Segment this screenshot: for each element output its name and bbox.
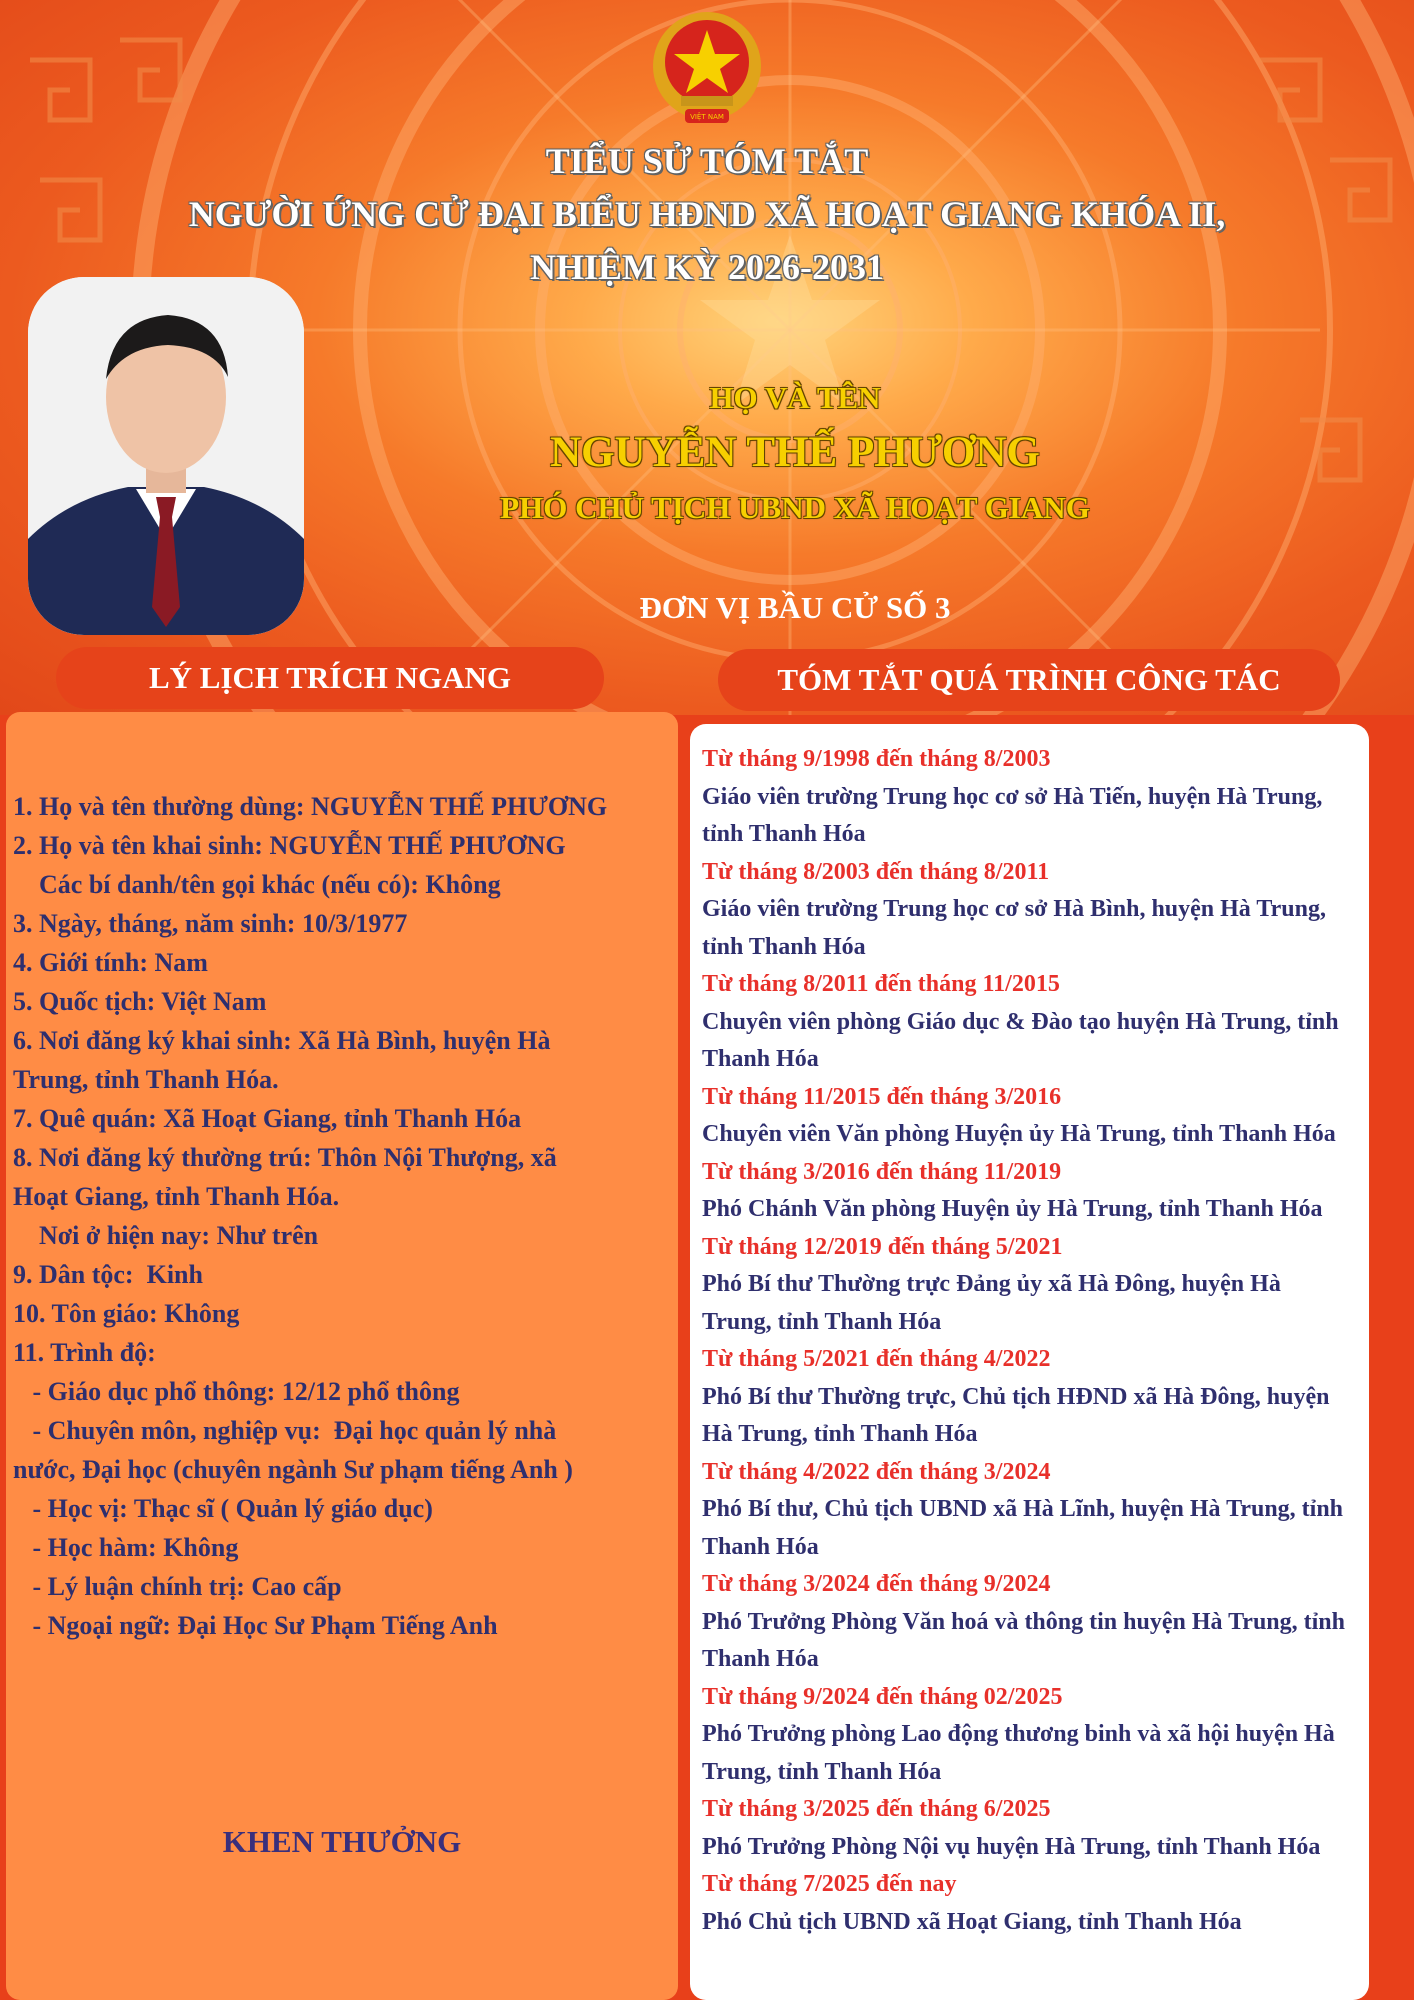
career-position: Phó Trưởng phòng Lao động thương binh và xã hội huyện Hà <box>702 1721 1335 1747</box>
biography-line: 5. Quốc tịch: Việt Nam <box>13 987 267 1016</box>
biography-list <box>13 787 677 1645</box>
career-heading: TÓM TẮT QUÁ TRÌNH CÔNG TÁC <box>718 649 1340 711</box>
biography-line: 7. Quê quán: Xã Hoạt Giang, tỉnh Thanh Hóa <box>13 1104 522 1133</box>
biography-line: - Chuyên môn, nghiệp vụ: Đại học quản lý nhà <box>13 1416 557 1445</box>
career-position: Thanh Hóa <box>702 1533 819 1560</box>
name-label: HỌ VÀ TÊN <box>709 380 881 415</box>
award-heading: KHEN THƯỞNG <box>222 1824 462 1859</box>
career-position: Phó Trưởng Phòng Nội vụ huyện Hà Trung, tỉnh Thanh Hóa <box>702 1833 1321 1860</box>
career-position: Phó Bí thư, Chủ tịch UBND xã Hà Lĩnh, huyện Hà Trung, tỉnh <box>702 1496 1344 1522</box>
career-position: Giáo viên trường Trung học cơ sở Hà Bình, huyện Hà Trung, <box>702 896 1326 922</box>
biography-line: nước, Đại học (chuyên ngành Sư phạm tiếng Anh ) <box>13 1455 573 1484</box>
biography-line: Nơi ở hiện nay: Như trên <box>13 1221 319 1250</box>
biography-line: Trung, tỉnh Thanh Hóa. <box>13 1065 279 1094</box>
biography-heading: LÝ LỊCH TRÍCH NGANG <box>56 647 604 709</box>
award-panel <box>6 1770 678 2000</box>
career-period: Từ tháng 8/2011 đến tháng 11/2015 <box>702 971 1060 997</box>
candidate-portrait <box>28 277 304 635</box>
career-position: Phó Bí thư Thường trực Đảng ủy xã Hà Đông, huyện Hà <box>702 1271 1281 1297</box>
page-title-line-1: TIỂU SỬ TÓM TẮT <box>545 141 869 181</box>
biography-line: Hoạt Giang, tỉnh Thanh Hóa. <box>13 1182 340 1211</box>
biography-line: 2. Họ và tên khai sinh: NGUYỄN THẾ PHƯƠNG <box>13 831 566 860</box>
biography-line: 3. Ngày, tháng, năm sinh: 10/3/1977 <box>13 909 408 938</box>
candidate-position: PHÓ CHỦ TỊCH UBND XÃ HOẠT GIANG <box>500 490 1090 525</box>
career-period: Từ tháng 4/2022 đến tháng 3/2024 <box>702 1458 1051 1485</box>
career-position: tỉnh Thanh Hóa <box>702 821 866 847</box>
career-position: Phó Chủ tịch UBND xã Hoạt Giang, tỉnh Thanh Hóa <box>702 1908 1242 1935</box>
career-period: Từ tháng 3/2025 đến tháng 6/2025 <box>702 1796 1051 1822</box>
career-period: Từ tháng 8/2003 đến tháng 8/2011 <box>702 858 1050 885</box>
career-position: Trung, tỉnh Thanh Hóa <box>702 1758 942 1785</box>
biography-line: 10. Tôn giáo: Không <box>13 1299 240 1328</box>
career-position: Phó Chánh Văn phòng Huyện ủy Hà Trung, tỉnh Thanh Hóa <box>702 1196 1323 1222</box>
career-position: Phó Bí thư Thường trực, Chủ tịch HĐND xã Hà Đông, huyện <box>702 1383 1330 1410</box>
career-position: Giáo viên trường Trung học cơ sở Hà Tiến, huyện Hà Trung, <box>702 783 1323 810</box>
biography-line: - Học vị: Thạc sĩ ( Quản lý giáo dục) <box>13 1494 433 1523</box>
biography-line: 11. Trình độ: <box>13 1338 156 1367</box>
career-position: Hà Trung, tỉnh Thanh Hóa <box>702 1421 978 1447</box>
page-title-line-2: NGƯỜI ỨNG CỬ ĐẠI BIỂU HĐND XÃ HOẠT GIANG KHÓA II, <box>188 194 1226 234</box>
career-period: Từ tháng 12/2019 đến tháng 5/2021 <box>702 1233 1063 1260</box>
career-period: Từ tháng 3/2024 đến tháng 9/2024 <box>702 1571 1051 1597</box>
biography-line: 1. Họ và tên thường dùng: NGUYỄN THẾ PHƯƠNG <box>13 792 608 821</box>
career-position: Chuyên viên Văn phòng Huyện ủy Hà Trung, tỉnh Thanh Hóa <box>702 1121 1336 1147</box>
biography-line: - Lý luận chính trị: Cao cấp <box>13 1572 342 1601</box>
constituency-label: ĐƠN VỊ BẦU CỬ SỐ 3 <box>639 590 951 625</box>
national-emblem-icon <box>645 10 769 128</box>
biography-line: 6. Nơi đăng ký khai sinh: Xã Hà Bình, huyện Hà <box>13 1026 551 1055</box>
biography-line: 4. Giới tính: Nam <box>13 948 208 977</box>
career-position: Thanh Hóa <box>702 1646 819 1672</box>
biography-line: Các bí danh/tên gọi khác (nếu có): Không <box>13 870 501 899</box>
career-position: Chuyên viên phòng Giáo dục & Đào tạo huyện Hà Trung, tỉnh <box>702 1008 1339 1035</box>
career-period: Từ tháng 7/2025 đến nay <box>702 1871 957 1897</box>
biography-line: - Ngoại ngữ: Đại Học Sư Phạm Tiếng Anh <box>13 1611 498 1640</box>
career-position: Phó Trưởng Phòng Văn hoá và thông tin huyện Hà Trung, tỉnh <box>702 1608 1345 1635</box>
candidate-name: NGUYỄN THẾ PHƯƠNG <box>550 429 1040 476</box>
emblem-caption: VIỆT NAM <box>690 113 724 121</box>
career-position: Thanh Hóa <box>702 1046 819 1072</box>
biography-line: 8. Nơi đăng ký thường trú: Thôn Nội Thượng, xã <box>13 1143 557 1172</box>
career-period: Từ tháng 9/1998 đến tháng 8/2003 <box>702 746 1051 772</box>
career-period: Từ tháng 11/2015 đến tháng 3/2016 <box>702 1083 1062 1110</box>
career-period: Từ tháng 3/2016 đến tháng 11/2019 <box>702 1158 1062 1185</box>
career-period: Từ tháng 5/2021 đến tháng 4/2022 <box>702 1346 1051 1372</box>
career-position: tỉnh Thanh Hóa <box>702 933 866 960</box>
career-position: Trung, tỉnh Thanh Hóa <box>702 1308 942 1335</box>
page-title-line-3: NHIỆM KỲ 2026-2031 <box>530 247 884 287</box>
biography-line: - Học hàm: Không <box>13 1533 239 1562</box>
career-list <box>702 741 1366 1941</box>
biography-line: 9. Dân tộc: Kinh <box>13 1260 203 1289</box>
biography-line: - Giáo dục phổ thông: 12/12 phổ thông <box>13 1377 460 1406</box>
career-period: Từ tháng 9/2024 đến tháng 02/2025 <box>702 1683 1063 1710</box>
